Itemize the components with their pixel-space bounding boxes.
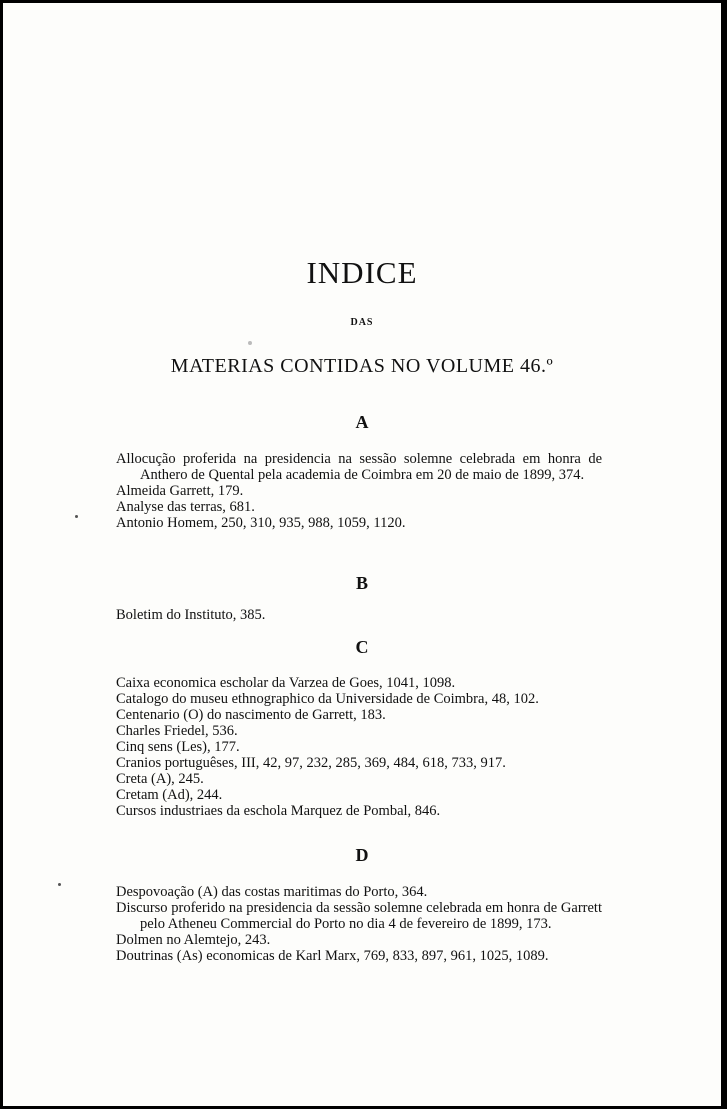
- title-connector: DAS: [350, 317, 374, 328]
- section-c-list: [116, 675, 602, 819]
- index-entry: Allocução proferida na presidencia na sessão solemne celebrada em honra de Anthero de Quental pela academia de Coimbra em 20 de maio de 1899, 374.: [116, 451, 602, 483]
- page-subtitle: MATERIAS CONTIDAS NO VOLUME 46.º: [170, 355, 554, 377]
- index-entry: Cretam (Ad), 244.: [116, 787, 223, 803]
- section-letter-c: C: [355, 637, 369, 657]
- section-d-list: [116, 884, 602, 964]
- index-entry: Cursos industriaes da eschola Marquez de Pombal, 846.: [116, 803, 441, 819]
- index-entry: Analyse das terras, 681.: [116, 499, 255, 515]
- index-entry: Charles Friedel, 536.: [116, 723, 238, 739]
- scan-speck: [248, 341, 252, 345]
- index-entry: Cranios portuguêses, III, 42, 97, 232, 285, 369, 484, 618, 733, 917.: [116, 755, 506, 771]
- section-b-list: [116, 607, 602, 623]
- page-title: INDICE: [306, 255, 418, 290]
- index-page: [3, 3, 721, 1106]
- scan-speck: [75, 515, 78, 518]
- index-entry: Catalogo do museu ethnographico da Universidade de Coimbra, 48, 102.: [116, 691, 539, 707]
- index-entry: Dolmen no Alemtejo, 243.: [116, 932, 271, 948]
- index-entry: Centenario (O) do nascimento de Garrett, 183.: [116, 707, 386, 723]
- index-entry: Almeida Garrett, 179.: [116, 483, 244, 499]
- index-entry: Antonio Homem, 250, 310, 935, 988, 1059, 1120.: [116, 515, 406, 531]
- section-letter-b: B: [355, 573, 368, 593]
- section-a-list: [116, 451, 602, 531]
- index-entry: Boletim do Instituto, 385.: [116, 607, 266, 623]
- section-letter-d: D: [355, 845, 369, 865]
- index-entry: Caixa economica escholar da Varzea de Goes, 1041, 1098.: [116, 675, 456, 691]
- index-entry: Discurso proferido na presidencia da sessão solemne celebrada em honra de Garrett pelo Atheneu Commercial do Porto no dia 4 de fevereiro de 1899, 173.: [116, 900, 602, 932]
- index-entry: Doutrinas (As) economicas de Karl Marx, 769, 833, 897, 961, 1025, 1089.: [116, 948, 549, 964]
- section-letter-a: A: [355, 412, 369, 432]
- index-entry: Despovoação (A) das costas maritimas do Porto, 364.: [116, 884, 428, 900]
- index-entry: Cinq sens (Les), 177.: [116, 739, 240, 755]
- index-entry: Creta (A), 245.: [116, 771, 204, 787]
- scan-speck: [58, 883, 61, 886]
